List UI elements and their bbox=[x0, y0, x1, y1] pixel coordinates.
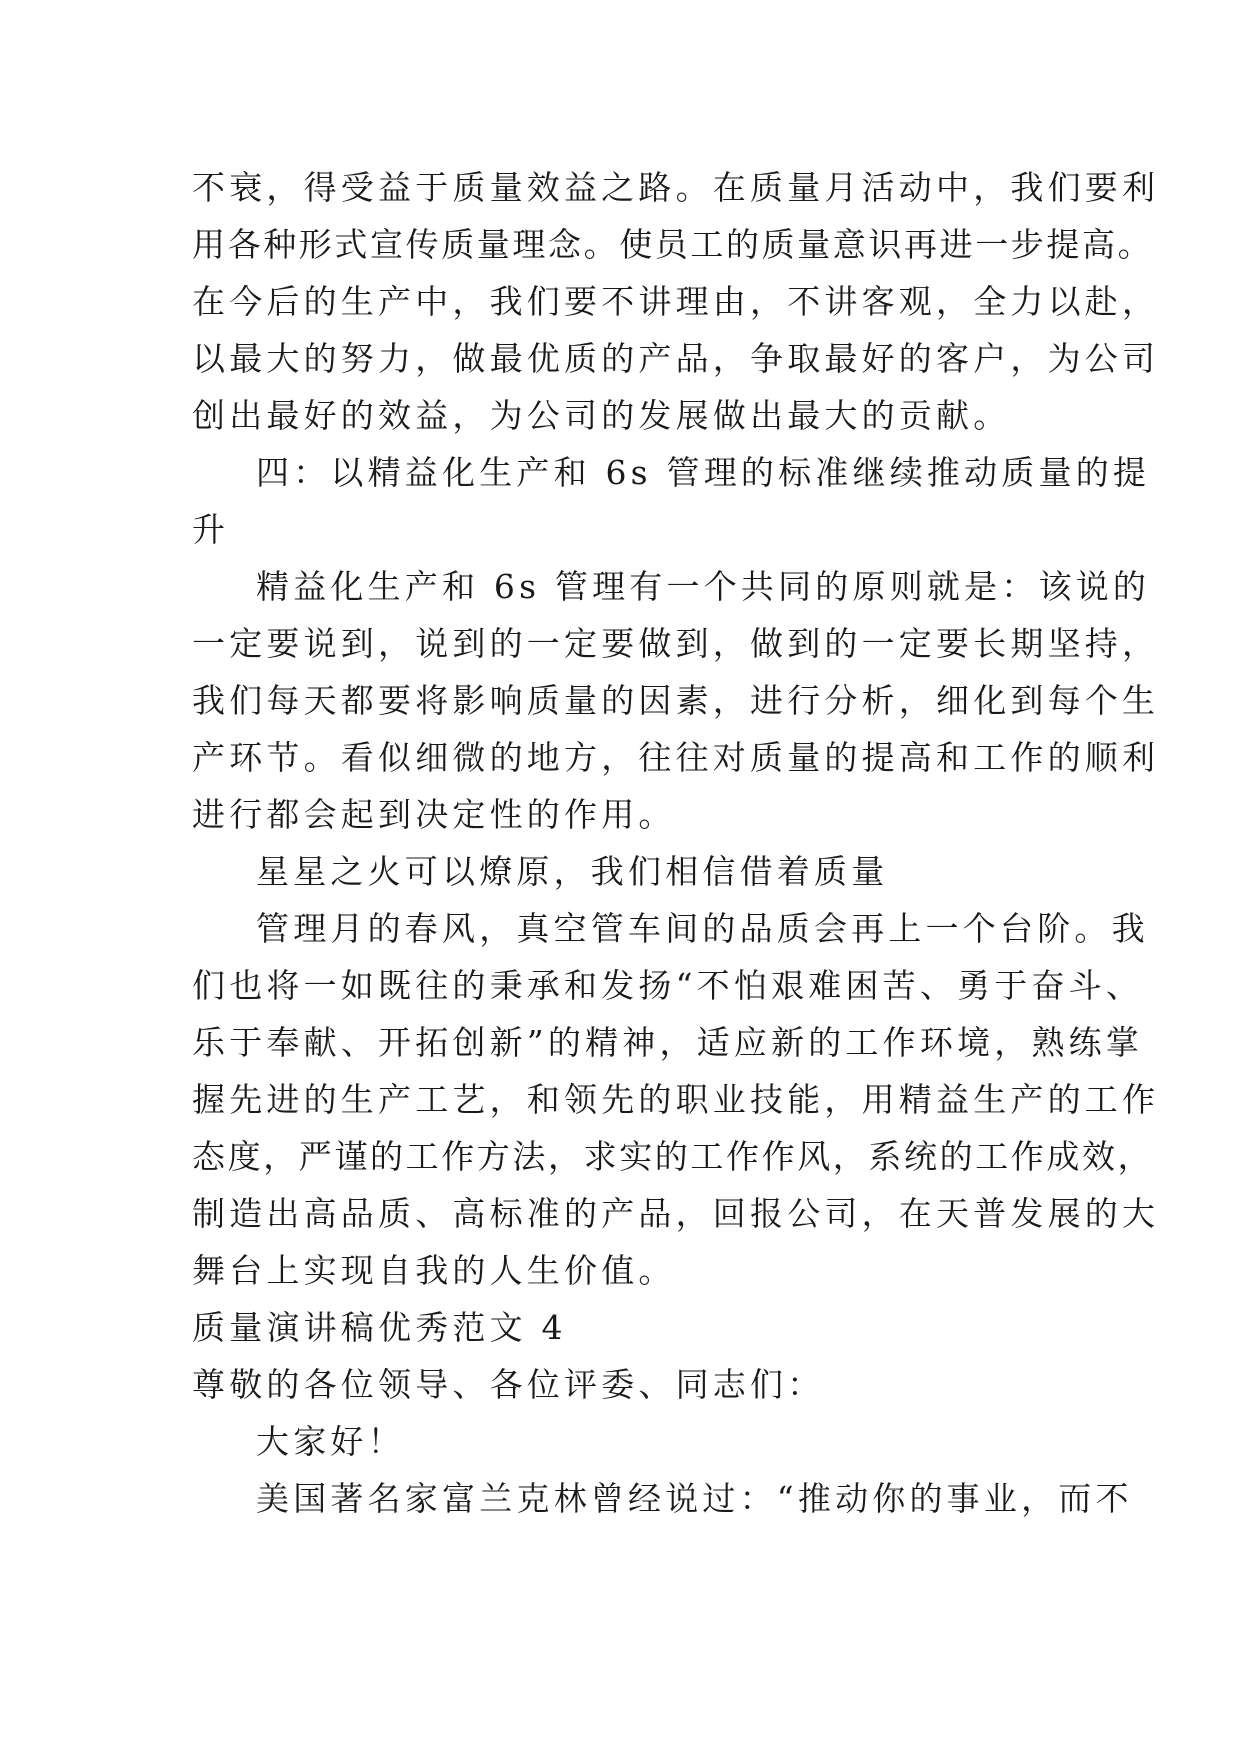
text-line: 乐于奉献、开拓创新”的精神，适应新的工作环境，熟练掌 bbox=[192, 1023, 1144, 1062]
text-line: 精益化生产和 6s 管理有一个共同的原则就是：该说的 bbox=[256, 567, 1151, 606]
text-line: 一定要说到，说到的一定要做到，做到的一定要长期坚持， bbox=[192, 624, 1160, 663]
text-line: 我们每天都要将影响质量的因素，进行分析，细化到每个生 bbox=[192, 681, 1160, 720]
text-line: 美国著名家富兰克林曾经说过：“推动你的事业，而不 bbox=[256, 1479, 1133, 1518]
text-line: 态度，严谨的工作方法，求实的工作作风，系统的工作成效， bbox=[192, 1137, 1154, 1176]
text-line: 创出最好的效益，为公司的发展做出最大的贡献。 bbox=[192, 396, 1011, 435]
text-line: 握先进的生产工艺，和领先的职业技能，用精益生产的工作 bbox=[192, 1080, 1160, 1119]
text-line: 用各种形式宣传质量理念。使员工的质量意识再进一步提高。 bbox=[192, 225, 1154, 264]
text-line: 们也将一如既往的秉承和发扬“不怕艰难困苦、勇于奋斗、 bbox=[192, 966, 1144, 1005]
text-line: 舞台上实现自我的人生价值。 bbox=[192, 1251, 676, 1290]
text-line: 星星之火可以燎原，我们相信借着质量 bbox=[256, 852, 889, 891]
greeting: 大家好！ bbox=[256, 1422, 405, 1461]
text-line: 不衰，得受益于质量效益之路。在质量月活动中，我们要利 bbox=[192, 168, 1160, 207]
section-heading: 四：以精益化生产和 6s 管理的标准继续推动质量的提 bbox=[256, 453, 1151, 492]
salutation: 尊敬的各位领导、各位评委、同志们： bbox=[192, 1365, 825, 1404]
text-line: 制造出高品质、高标准的产品，回报公司，在天普发展的大 bbox=[192, 1194, 1160, 1233]
section-heading-continuation: 升 bbox=[192, 510, 230, 549]
document-title: 质量演讲稿优秀范文 4 bbox=[192, 1308, 567, 1347]
text-line: 以最大的努力，做最优质的产品，争取最好的客户，为公司 bbox=[192, 339, 1160, 378]
text-line: 进行都会起到决定性的作用。 bbox=[192, 795, 676, 834]
text-line: 产环节。看似细微的地方，往往对质量的提高和工作的顺利 bbox=[192, 738, 1160, 777]
text-line: 在今后的生产中，我们要不讲理由，不讲客观，全力以赴， bbox=[192, 282, 1160, 321]
text-line: 管理月的春风，真空管车间的品质会再上一个台阶。我 bbox=[256, 909, 1149, 948]
